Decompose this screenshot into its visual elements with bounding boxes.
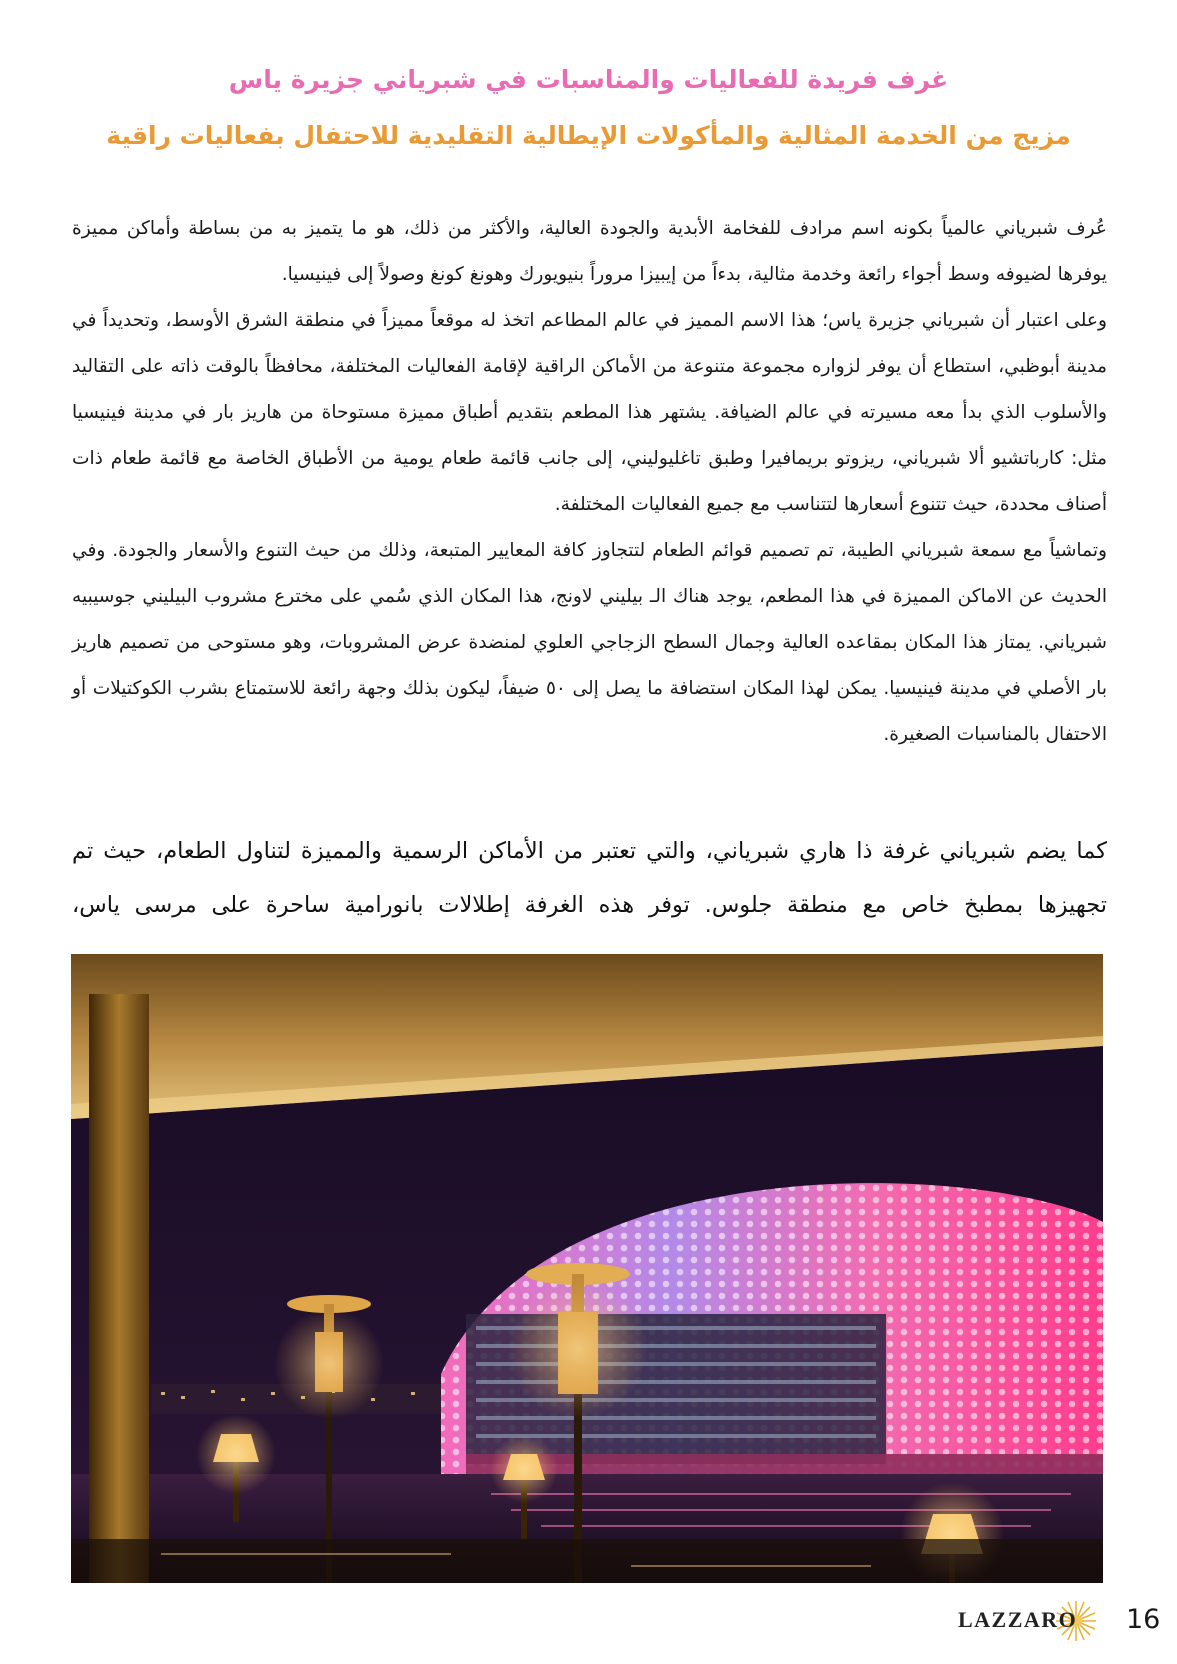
article-lead-paragraph: كما يضم شبرياني غرفة ذا هاري شبرياني، والتي تعتبر من الأماكن الرسمية والمميزة لتناول الطعام، حيث تم تجهيزها بمطبخ خاص مع منطقة جلوس. توفر هذه الغرفة إطلالات بانورامية ساحرة على مرسى ياس، — [72, 838, 1107, 918]
brand-logo — [958, 1597, 1098, 1647]
venue-photo — [71, 954, 1103, 1583]
article-paragraph: وعلى اعتبار أن شبرياني جزيرة ياس؛ هذا الاسم المميز في عالم المطاعم اتخذ له موقعاً مميزاً في منطقة الشرق الأوسط، وتحديداً في مدينة أبوظبي، استطاع أن يوفر لزواره مجموعة متنوعة من الأماكن الراقية لإقامة الفعاليات المختلفة، محافظاً بالوقت ذاته على التقاليد والأسلوب الذي بدأ معه مسيرته في عالم الضيافة. يشتهر هذا المطعم بتقديم أطباق مميزة مستوحاة من هاريز بار في مدينة فينيسيا مثل: كارباتشيو ألا شبرياني، ريزوتو بريمافيرا وطبق تاغليوليني، إلى جانب قائمة طعام يومية من الأطباق الخاصة مع قائمة طعام ذات أصناف محددة، حيث تتنوع أسعارها لتتناسب مع جميع الفعاليات المختلفة. — [72, 310, 1107, 515]
page-number: 16 — [1126, 1604, 1161, 1635]
article-body — [72, 206, 1107, 758]
article-paragraph: عُرف شبرياني عالمياً بكونه اسم مرادف للفخامة الأبدية والجودة العالية، والأكثر من ذلك، هو ما يتميز به من بساطة وأماكن مميزة يوفرها لضيوفه وسط أجواء رائعة وخدمة مثالية، بدءاً من إيبيزا مروراً بنيويورك وهونغ كونغ وصولاً إلى فينيسيا. — [72, 218, 1107, 285]
page-subtitle: مزيج من الخدمة المثالية والمأكولات الإيطالية التقليدية للاحتفال بفعاليات راقية — [106, 121, 1071, 150]
page-title: غرف فريدة للفعاليات والمناسبات في شبرياني جزيرة ياس — [228, 65, 949, 94]
article-paragraph: وتماشياً مع سمعة شبرياني الطيبة، تم تصميم قوائم الطعام لتتجاوز كافة المعايير المتبعة، وذلك من حيث التنوع والأسعار والجودة. وفي الحديث عن الاماكن المميزة في هذا المطعم، يوجد هناك الـ بيليني لاونج، هذا المكان الذي سُمي على مخترع مشروب البيليني جوسيبيه شبرياني. يمتاز هذا المكان بمقاعده العالية وجمال السطح الزجاجي العلوي لمنضدة عرض المشروبات، وهو مستوحى من تصميم هاريز بار الأصلي في مدينة فينيسيا. يمكن لهذا المكان استضافة ما يصل إلى ٥٠ ضيفاً، ليكون بذلك وجهة رائعة للاستمتاع بشرب الكوكتيلات أو الاحتفال بالمناسبات الصغيرة. — [72, 540, 1107, 745]
brand-name: LAZZARO — [958, 1607, 1078, 1632]
night-terrace-photo-icon — [71, 954, 1103, 1583]
